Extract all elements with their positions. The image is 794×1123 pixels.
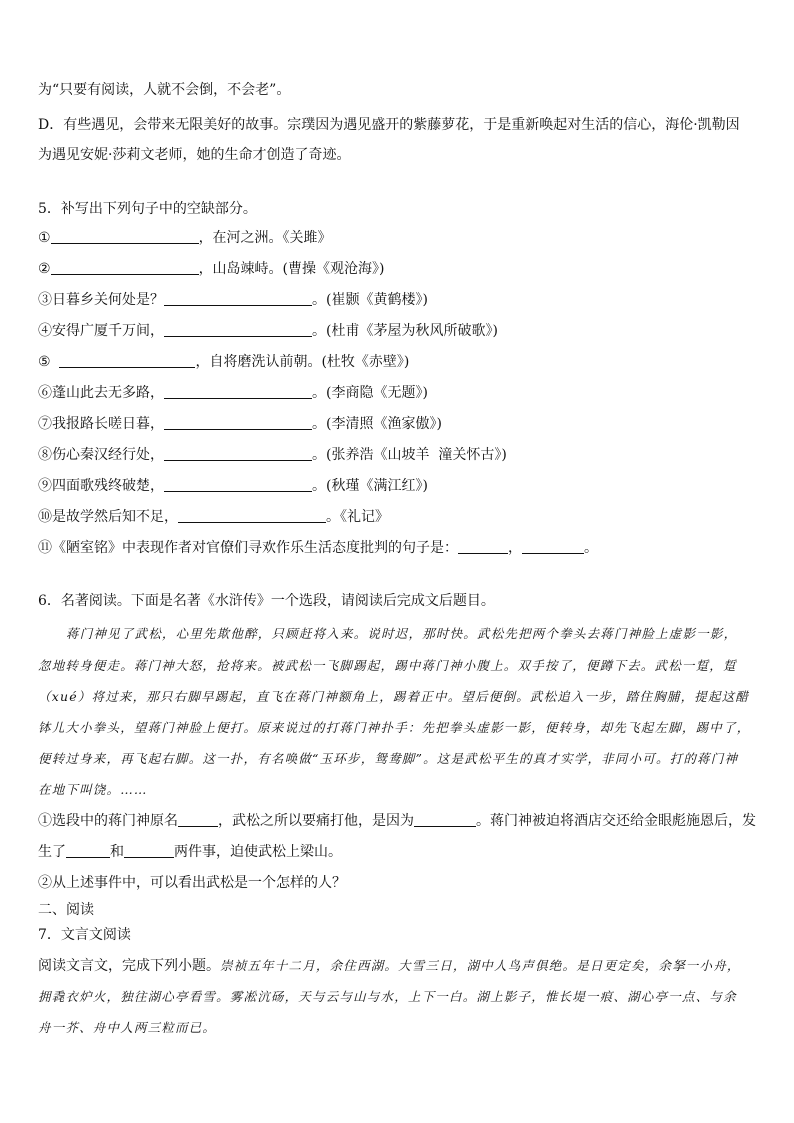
passage-line: 在地下叫饶。…… [38,782,148,797]
option-d-line: D．有些遇见，会带来无限美好的故事。宗璞因为遇见盛开的紫藤萝花，于是重新唤起对生活的信心，海伦·凯勒因 [38,117,740,133]
option-d-line: 为遇见安妮·莎莉文老师，她的生命才创造了奇迹。 [38,147,351,163]
fill-item: ⑨四面歌残终破楚， 。(秋瑾《满江红》) [38,478,428,494]
question-6-sub1: ①选段中的蒋门神原名 ，武松之所以要痛打他，是因为 。蒋门神被迫将酒店交还给金眼彪施恩后，发 [38,813,756,829]
fill-item: ⑥蓬山此去无多路， 。(李商隐《无题》) [38,385,428,401]
classical-text-line: 拥毳衣炉火，独往湖心亭看雪。雾凇沆砀，天与云与山与水，上下一白。湖上影子，惟长堤一痕、湖心亭一点、与余 [38,989,737,1004]
fill-item: ① ，在河之洲。《关雎》 [38,230,332,246]
fill-item: ② ，山岛竦峙。(曹操《观沧海》) [38,261,385,277]
fill-item: ⑤ ，自将磨洗认前朝。(杜牧《赤壁》) [38,354,410,370]
classical-text-line: 舟一芥、舟中人两三粒而已。 [38,1020,217,1035]
passage-line: 便转过身来，再飞起右脚。这一扑，有名唤做“玉环步，鸳鸯脚”。这是武松平生的真才实学，非同小可。打的蒋门神 [38,751,739,766]
fill-item: ⑦我报路长嗟日暮， 。(李清照《渔家傲》) [38,416,442,432]
passage-line: （xué）将过来，那只右脚早踢起，直飞在蒋门神额角上，踢着正中。望后便倒。武松追入一步，踏住胸脯，提起这醋 [38,689,750,704]
fill-item: ⑪《陋室铭》中表现作者对官僚们寻欢作乐生活态度批判的句子是： ， 。 [38,540,598,556]
fill-item: ⑧伤心秦汉经行处， 。(张养浩《山坡羊 潼关怀古》) [38,447,507,463]
question-6-stem: 6．名著阅读。下面是名著《水浒传》一个选段，请阅读后完成文后题目。 [38,593,495,609]
question-6-sub2: ②从上述事件中，可以看出武松是一个怎样的人？ [38,875,346,891]
classical-text-line: 阅读文言文，完成下列小题。崇祯五年十二月，余住西湖。大雪三日，湖中人鸟声俱绝。是日更定矣，余拏一小舟， [38,958,741,974]
option-c-tail: 为“只要有阅读，人就不会倒，不会老”。 [38,82,291,98]
question-5-stem: 5．补写出下列句子中的空缺部分。 [38,201,257,217]
passage-line: 蒋门神见了武松，心里先欺他醉，只顾赶将入来。说时迟，那时快。武松先把两个拳头去蒋门神脸上虚影一影， [66,626,738,641]
passage-line: 忽地转身便走。蒋门神大怒，抢将来。被武松一飞脚踢起，踢中蒋门神小腹上。双手按了，便蹲下去。武松一踅，踅 [38,658,737,673]
fill-item: ⑩是故学然后知不足， 。《礼记》 [38,509,389,525]
fill-item: ④安得广厦千万间， 。(杜甫《茅屋为秋风所破歌》) [38,323,498,339]
question-6-sub1-cont: 生了 和 两件事，迫使武松上梁山。 [38,844,342,860]
question-7-stem: 7．文言文阅读 [38,927,131,943]
section-heading: 二、阅读 [38,902,94,918]
fill-item: ③日暮乡关何处是？ 。(崔颢《黄鹤楼》) [38,292,428,308]
passage-line: 钵儿大小拳头，望蒋门神脸上便打。原来说过的打蒋门神扑手：先把拳头虚影一影，便转身，却先飞起左脚，踢中了， [38,720,751,735]
